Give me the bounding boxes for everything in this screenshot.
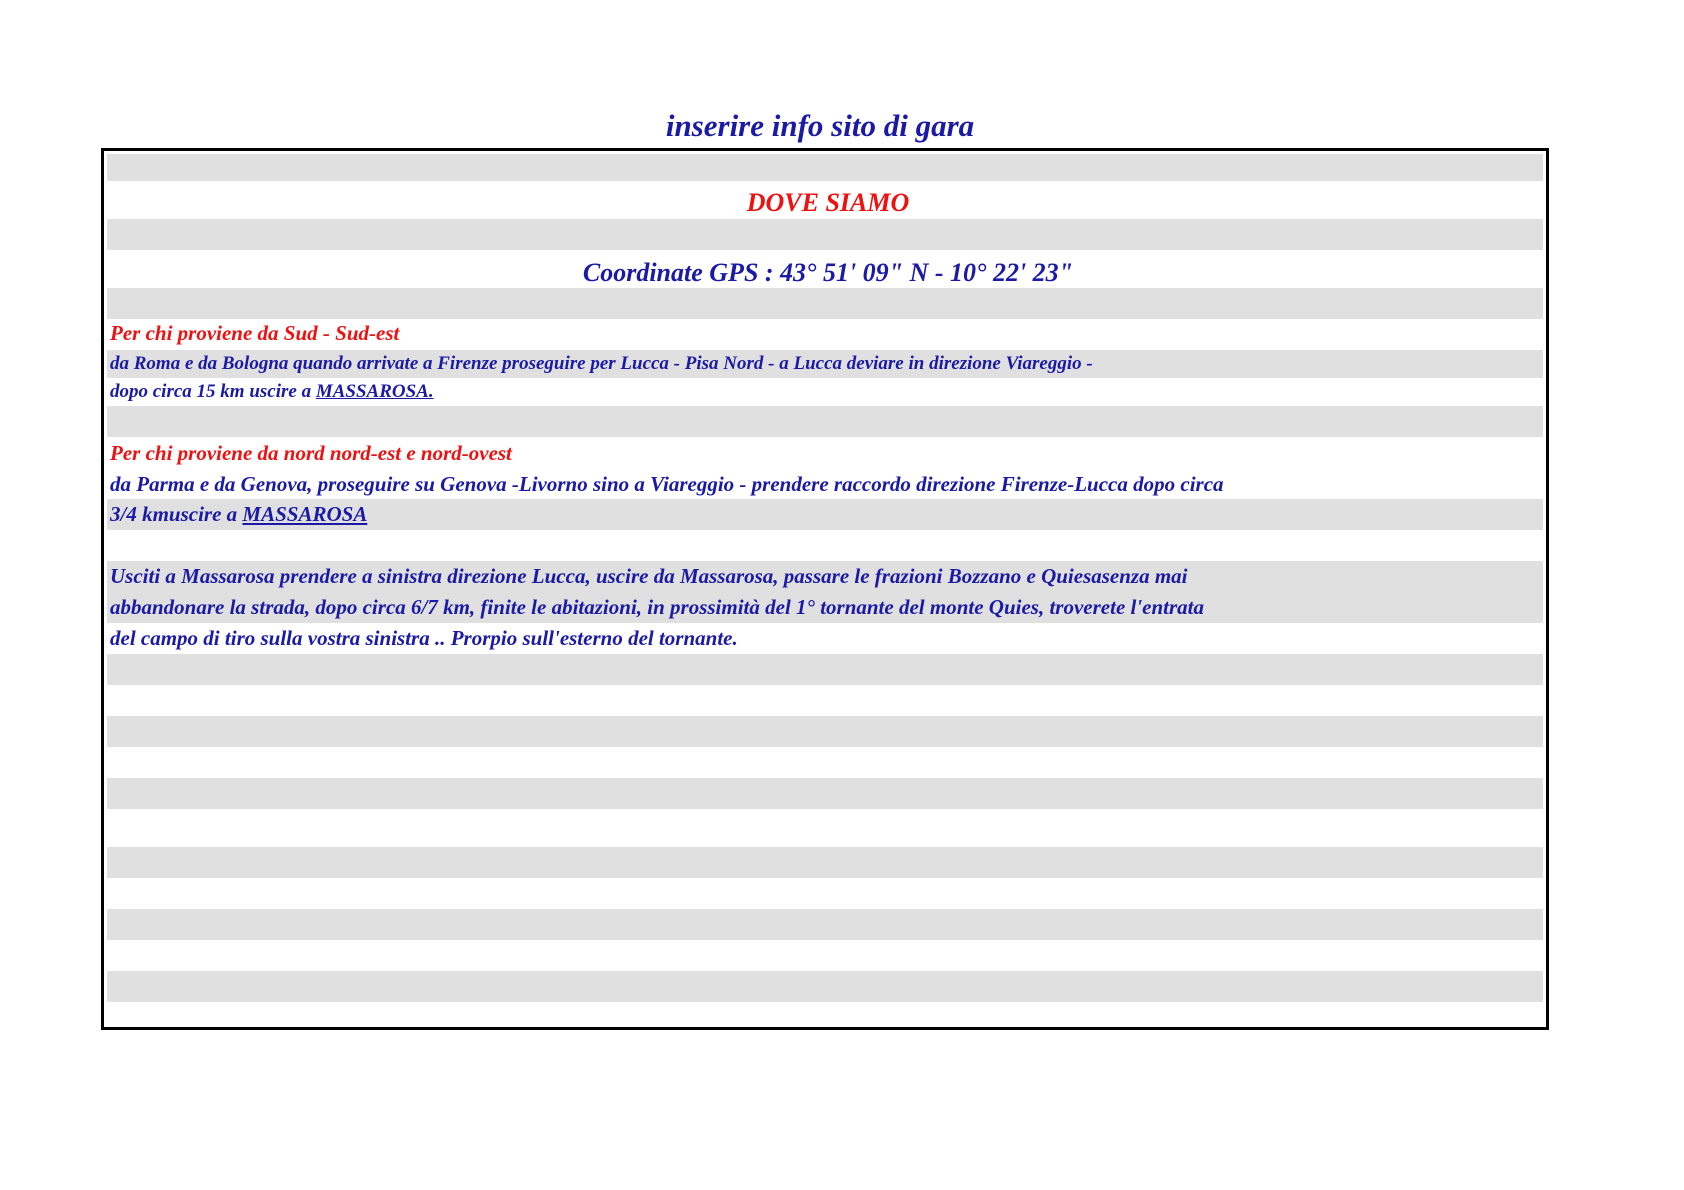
south-line-1: da Roma e da Bologna quando arrivate a Firenze proseguire per Lucca - Pisa Nord - a Lucca deviare in direzione Viareggio -	[110, 353, 1093, 374]
south-line-2-text: dopo circa 15 km uscire a	[110, 381, 316, 402]
band	[107, 778, 1543, 809]
striped-rows	[107, 154, 1543, 1024]
band	[107, 154, 1543, 181]
band	[107, 685, 1543, 716]
north-line-2	[110, 502, 367, 527]
north-line-2-text: 3/4 kmuscire a	[110, 502, 243, 526]
north-heading: Per chi proviene da nord nord-est e nord-ovest	[110, 441, 512, 465]
band	[107, 1002, 1543, 1030]
south-line-2	[110, 381, 434, 403]
band	[107, 288, 1543, 319]
info-box	[101, 148, 1549, 1030]
massarosa-link[interactable]: MASSAROSA	[242, 502, 368, 526]
gps-coordinates: Coordinate GPS : 43° 51' 09" N - 10° 22' 23"	[582, 258, 1074, 287]
band	[107, 809, 1543, 847]
south-heading: Per chi proviene da Sud - Sud-est	[110, 321, 400, 345]
band	[107, 219, 1543, 250]
page-title: inserire info sito di gara	[665, 108, 975, 143]
band	[107, 530, 1543, 561]
directions-line-1: Usciti a Massarosa prendere a sinistra direzione Lucca, uscire da Massarosa, passare le frazioni Bozzano e Quiesasenza mai	[110, 564, 1188, 588]
band	[107, 847, 1543, 878]
band	[107, 971, 1543, 1002]
band	[107, 406, 1543, 437]
north-line-1: da Parma e da Genova, proseguire su Genova -Livorno sino a Viareggio - prendere raccordo direzione Firenze-Lucca dopo circa	[110, 472, 1224, 496]
band	[107, 940, 1543, 971]
directions-line-3: del campo di tiro sulla vostra sinistra .. Prorpio sull'esterno del tornante.	[110, 626, 738, 650]
massarosa-link[interactable]: MASSAROSA.	[315, 381, 434, 402]
directions-line-2: abbandonare la strada, dopo circa 6/7 km, finite le abitazioni, in prossimità del 1° tornante del monte Quies, troverete l'entrata	[110, 595, 1205, 619]
band	[107, 747, 1543, 778]
band	[107, 878, 1543, 909]
band	[107, 909, 1543, 940]
band	[107, 716, 1543, 747]
section-heading: DOVE SIAMO	[746, 188, 910, 217]
band	[107, 654, 1543, 685]
